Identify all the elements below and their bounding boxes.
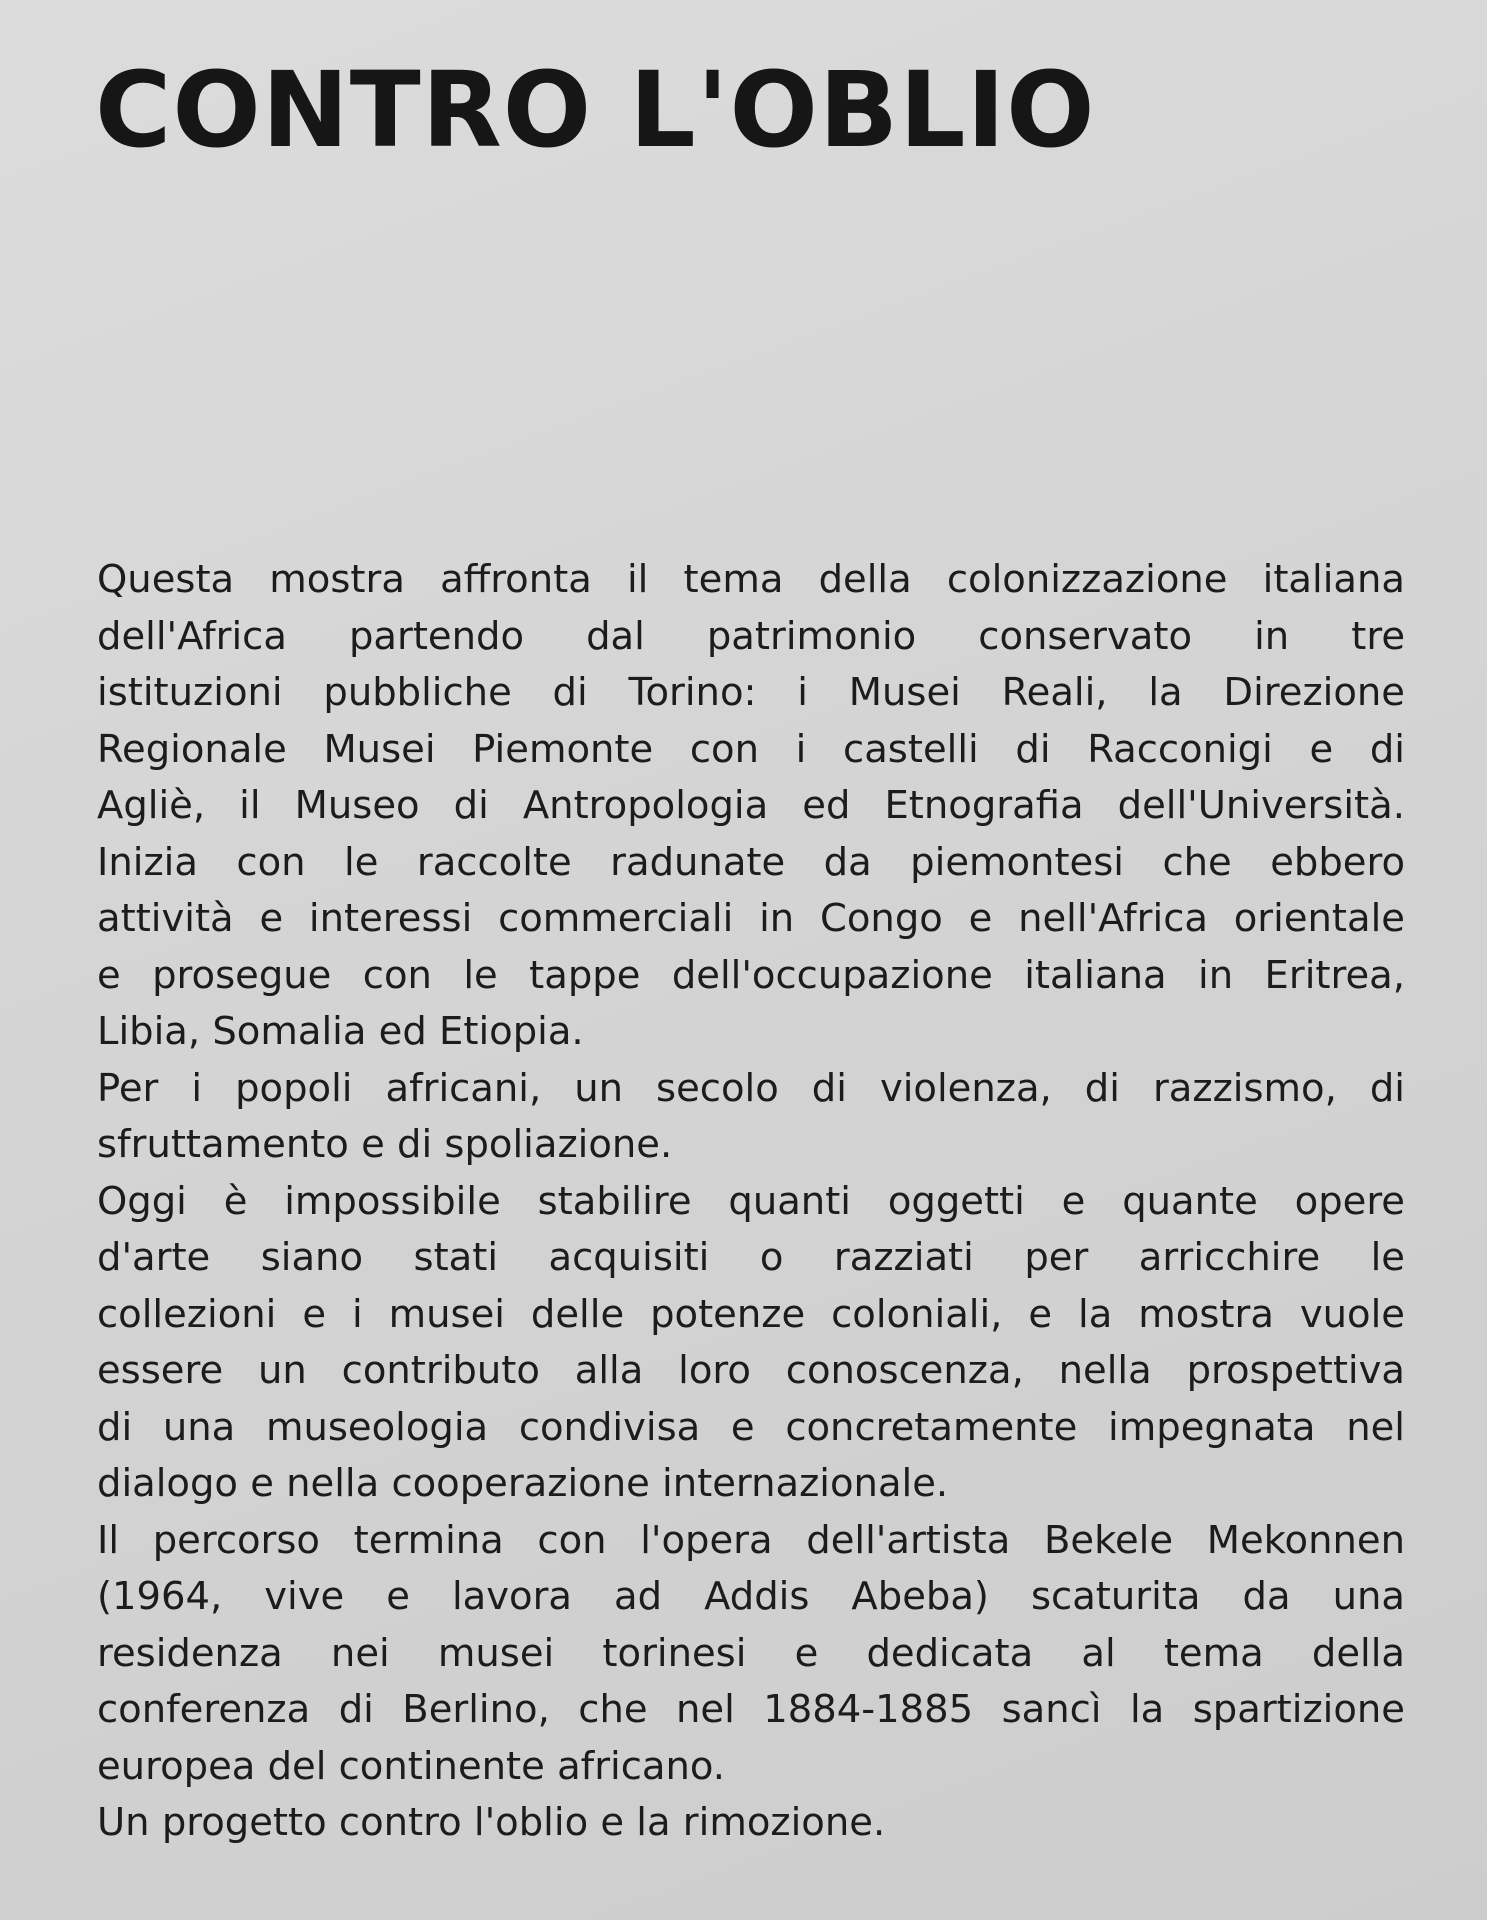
text-line: Questa mostra affronta il tema della colonizzazione italiana: [97, 557, 1405, 602]
text-line: e prosegue con le tappe dell'occupazione italiana in Eritrea,: [97, 952, 1405, 998]
text-line: Inizia con le raccolte radunate da piemontesi che ebbero: [97, 839, 1405, 885]
text-line: europea del continente africano.: [97, 1743, 726, 1789]
text-line: collezioni e i musei delle potenze coloniali, e la mostra vuole: [97, 1291, 1405, 1337]
text-line: residenza nei musei torinesi e dedicata al tema della: [97, 1630, 1405, 1676]
text-line: Un progetto contro l'oblio e la rimozione.: [97, 1800, 886, 1845]
text-line: dell'Africa partendo dal patrimonio conservato in tre: [97, 613, 1405, 659]
text-line: Libia, Somalia ed Etiopia.: [97, 1009, 584, 1054]
text-line: conferenza di Berlino, che nel 1884-1885 sancì la spartizione: [97, 1687, 1405, 1732]
text-line: (1964, vive e lavora ad Addis Abeba) scaturita da una: [97, 1574, 1405, 1619]
text-line: Oggi è impossibile stabilire quanti oggetti e quante opere: [97, 1178, 1405, 1224]
text-line: dialogo e nella cooperazione internazionale.: [97, 1461, 949, 1506]
text-line: essere un contributo alla loro conoscenza, nella prospettiva: [97, 1348, 1405, 1393]
text-line: attività e interessi commerciali in Congo e nell'Africa orientale: [97, 896, 1405, 941]
text-line: Per i popoli africani, un secolo di violenza, di razzismo, di: [97, 1065, 1405, 1111]
text-line: di una museologia condivisa e concretamente impegnata nel: [97, 1404, 1405, 1450]
panel-body-text: [97, 552, 1405, 1852]
text-line: Agliè, il Museo di Antropologia ed Etnografia dell'Università.: [97, 783, 1405, 828]
text-line: istituzioni pubbliche di Torino: i Musei Reali, la Direzione: [97, 670, 1405, 715]
text-line: Il percorso termina con l'opera dell'artista Bekele Mekonnen: [97, 1517, 1405, 1563]
text-line: d'arte siano stati acquisiti o razziati per arricchire le: [97, 1235, 1405, 1280]
text-line: sfruttamento e di spoliazione.: [97, 1122, 673, 1167]
panel-title: CONTRO L'OBLIO: [95, 49, 1096, 171]
text-line: Regionale Musei Piemonte con i castelli di Racconigi e di: [97, 726, 1405, 772]
